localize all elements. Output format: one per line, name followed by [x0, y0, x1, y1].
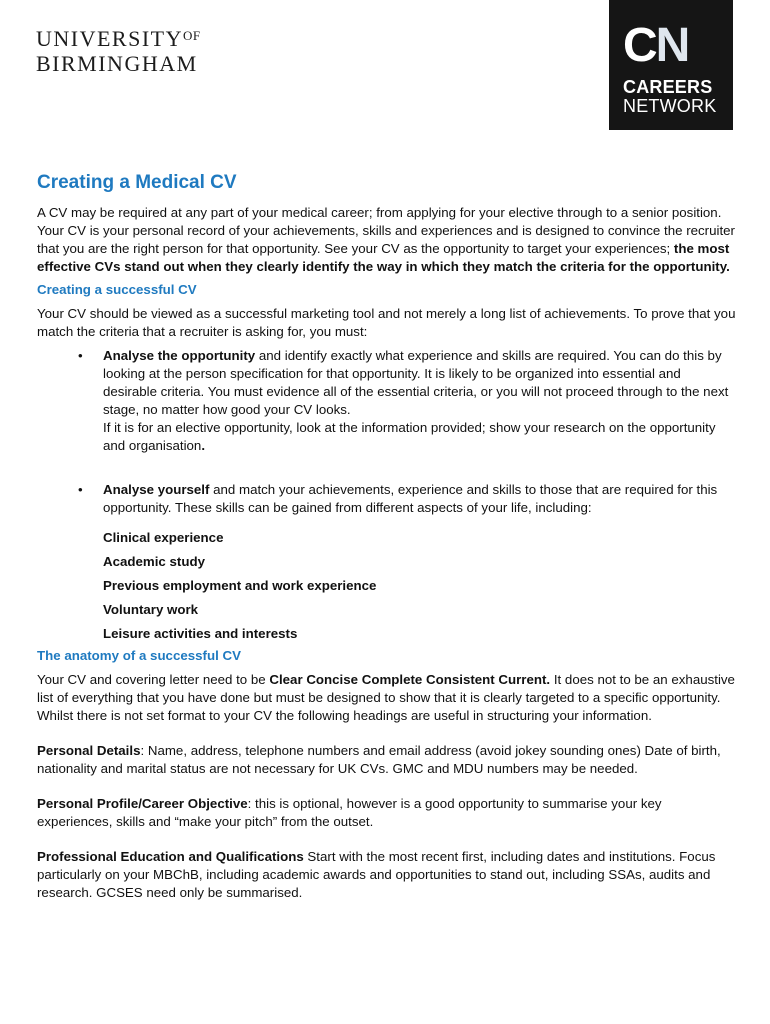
page-title: Creating a Medical CV — [37, 172, 237, 193]
education-paragraph: Professional Education and Qualifications Start with the most recent first, including dates and institutions. Focus particularly on your MBChB, including academic awards and opportunities to stand out, including SSAs, audits and research. GCSES need only be summarised. — [37, 849, 716, 900]
document-body — [37, 172, 737, 907]
anatomy-paragraph: Your CV and covering letter need to be Clear Concise Complete Consistent Current. It does not to be an exhaustive list of everything that you have done but must be designed to show that it is clearly targeted to a specific opportunity. Whilst there is not set format to your CV the following headings are useful in structuring your information. — [37, 672, 735, 723]
life-aspects-list — [103, 529, 737, 643]
bullet-icon: • — [78, 348, 83, 363]
bullet-list — [37, 347, 737, 517]
list-item: Clinical experience — [103, 530, 224, 545]
logo-line-1: $UNIVERSITY^{OF}$ — [36, 26, 201, 51]
intro-paragraph: A CV may be required at any part of your medical career; from applying for your elective through to a senior position. Your CV is your personal record of your achievements, skills and experiences and is designed to convince the recruiter that you are the right person for that opportunity. See your CV as the opportunity to target your experiences; the most effective CVs stand out when they clearly identify the way in which they match the criteria for the opportunity. — [37, 205, 735, 274]
list-item: Academic study — [103, 554, 205, 569]
personal-details-paragraph: Personal Details: Name, address, telephone numbers and email address (avoid jokey sounding ones) Date of birth, nationality and marital status are not necessary for UK CVs. GMC and MDU numbers may be needed. — [37, 743, 721, 776]
cn-careers-text: CAREERS — [623, 77, 713, 97]
list-item-analyse-yourself: • Analyse yourself and match your achievements, experience and skills to those that are required for this opportunity. These skills can be gained from different aspects of your life, including: — [78, 482, 718, 515]
section-heading-creating: Creating a successful CV — [37, 282, 197, 297]
list-item-analyse-opportunity: • Analyse the opportunity and identify exactly what experience and skills are required. You can do this by looking at the person specification for that opportunity. It is likely to be organized into essential and desirable criteria. You must evidence all of the essential criteria, or you will not proceed through to the next stage, no matter how good your CV looks. If it is for an elective opportunity, look at the information provided; show your research on the opportunity and organisation. — [78, 348, 729, 453]
list-item: Previous employment and work experience — [103, 578, 377, 593]
list-item: Leisure activities and interests — [103, 626, 298, 641]
logo-line-2: BIRMINGHAM — [36, 51, 198, 76]
personal-profile-paragraph: Personal Profile/Career Objective: this is optional, however is a good opportunity to summarise your key experiences, skills and “make your pitch” from the outset. — [37, 796, 662, 829]
section1-paragraph: Your CV should be viewed as a successful marketing tool and not merely a long list of achievements. To prove that you match the criteria that a recruiter is asking for, you must: — [37, 306, 736, 339]
section-heading-anatomy: The anatomy of a successful CV — [37, 648, 241, 663]
list-item: Voluntary work — [103, 602, 199, 617]
cn-monogram: CN — [623, 19, 689, 72]
bullet-icon: • — [78, 482, 83, 497]
careers-network-logo — [609, 0, 733, 130]
university-of-birmingham-logo — [36, 28, 201, 75]
cn-network-text: NETWORK — [623, 96, 717, 116]
